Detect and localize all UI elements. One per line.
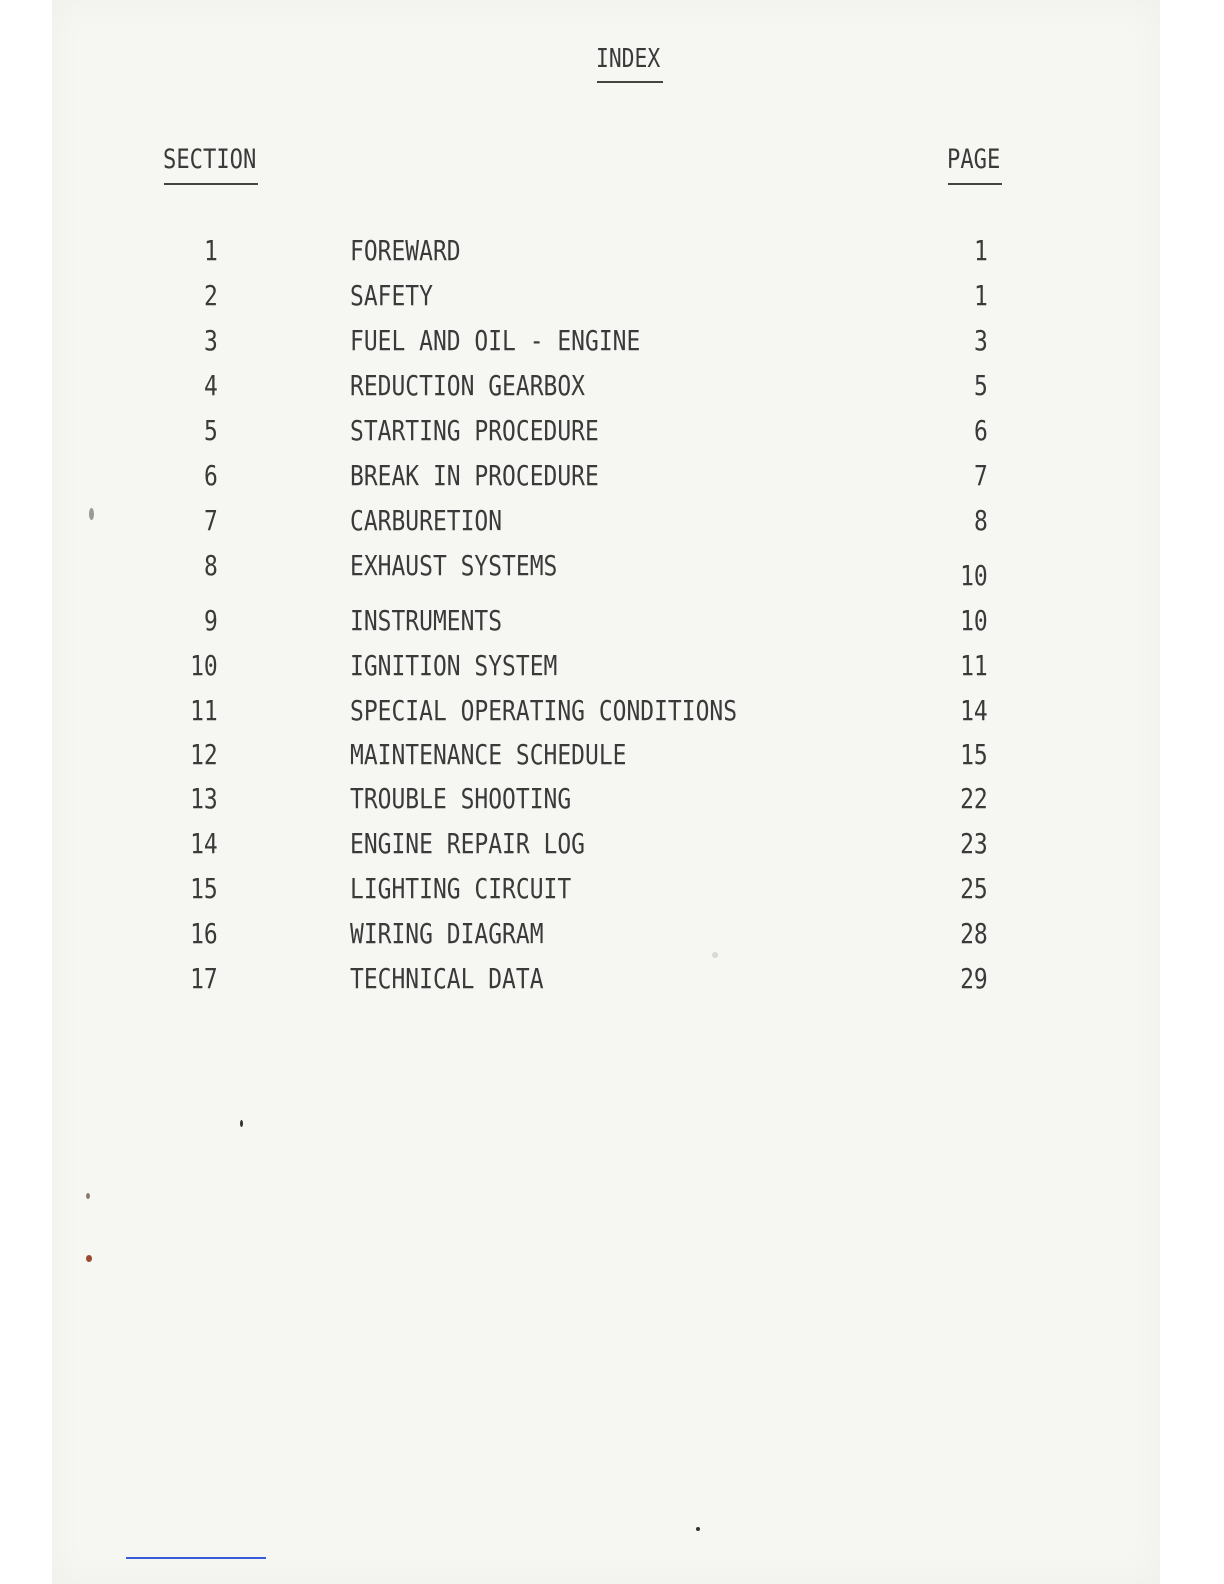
- section-number: 5: [204, 414, 218, 447]
- index-entry-row: [0, 369, 1224, 409]
- title-underline: [597, 81, 663, 83]
- page-number: 22: [960, 782, 988, 815]
- section-title: TECHNICAL DATA: [350, 962, 544, 995]
- section-number: 14: [190, 827, 218, 860]
- section-number: 2: [204, 279, 218, 312]
- section-title: STARTING PROCEDURE: [350, 414, 599, 447]
- section-number: 10: [190, 649, 218, 682]
- index-entry-row: [0, 604, 1224, 644]
- page-number: 8: [974, 504, 988, 537]
- page-number: 10: [960, 604, 988, 637]
- section-number: 8: [204, 549, 218, 582]
- section-number: 12: [190, 738, 218, 771]
- index-entry-row: [0, 649, 1224, 689]
- section-title: MAINTENANCE SCHEDULE: [350, 738, 627, 771]
- section-number: 11: [190, 694, 218, 727]
- index-entry-row: [0, 504, 1224, 544]
- section-number: 13: [190, 782, 218, 815]
- paper-speck: [712, 952, 718, 958]
- section-number: 4: [204, 369, 218, 402]
- section-number: 7: [204, 504, 218, 537]
- page-number: 25: [960, 872, 988, 905]
- section-title: TROUBLE SHOOTING: [350, 782, 572, 815]
- section-number: 3: [204, 324, 218, 357]
- page-column-header: PAGE: [947, 144, 1001, 175]
- section-title: CARBURETION: [350, 504, 503, 537]
- index-entry-row: [0, 827, 1224, 867]
- section-number: 15: [190, 872, 218, 905]
- page-number: 5: [974, 369, 988, 402]
- section-title: ENGINE REPAIR LOG: [350, 827, 585, 860]
- section-column-header: SECTION: [163, 144, 257, 175]
- section-title: WIRING DIAGRAM: [350, 917, 544, 950]
- paper-speck: [86, 1255, 92, 1262]
- section-number: 16: [190, 917, 218, 950]
- section-title: IGNITION SYSTEM: [350, 649, 558, 682]
- section-header-underline: [164, 183, 258, 185]
- scan-edge-mark: [126, 1557, 266, 1559]
- page-number: 14: [960, 694, 988, 727]
- page-number: 3: [974, 324, 988, 357]
- index-entry-row: [0, 782, 1224, 822]
- page-number: 28: [960, 917, 988, 950]
- section-title: SAFETY: [350, 279, 433, 312]
- page-header-underline: [948, 183, 1002, 185]
- section-title: LIGHTING CIRCUIT: [350, 872, 572, 905]
- page-number: 23: [960, 827, 988, 860]
- index-entry-row: [0, 279, 1224, 319]
- index-entry-row: [0, 872, 1224, 912]
- section-title: EXHAUST SYSTEMS: [350, 549, 558, 582]
- index-entry-row: [0, 917, 1224, 957]
- page-number: 1: [974, 279, 988, 312]
- page-number: 29: [960, 962, 988, 995]
- section-title: SPECIAL OPERATING CONDITIONS: [350, 694, 738, 727]
- page-number: 11: [960, 649, 988, 682]
- index-entry-row: [0, 459, 1224, 499]
- index-entry-row: [0, 738, 1224, 778]
- index-entry-row: [0, 962, 1224, 1002]
- index-entry-row: [0, 324, 1224, 364]
- page-number: 1: [974, 234, 988, 267]
- page-number: 10: [960, 559, 988, 592]
- page-number: 7: [974, 459, 988, 492]
- paper-speck: [89, 508, 94, 520]
- index-entry-row: [0, 414, 1224, 454]
- section-number: 1: [204, 234, 218, 267]
- section-title: INSTRUMENTS: [350, 604, 503, 637]
- section-title: BREAK IN PROCEDURE: [350, 459, 599, 492]
- paper-speck: [240, 1120, 243, 1127]
- section-title: FOREWARD: [350, 234, 461, 267]
- paper-speck: [696, 1527, 700, 1531]
- section-title: FUEL AND OIL - ENGINE: [350, 324, 641, 357]
- paper-speck: [86, 1193, 90, 1199]
- section-number: 6: [204, 459, 218, 492]
- section-number: 17: [190, 962, 218, 995]
- section-title: REDUCTION GEARBOX: [350, 369, 585, 402]
- index-entry-row: [0, 234, 1224, 274]
- page-number: 15: [960, 738, 988, 771]
- section-number: 9: [204, 604, 218, 637]
- page-title: INDEX: [596, 44, 661, 74]
- index-entry-row: [0, 694, 1224, 734]
- page-number: 6: [974, 414, 988, 447]
- index-entry-row: [0, 549, 1224, 592]
